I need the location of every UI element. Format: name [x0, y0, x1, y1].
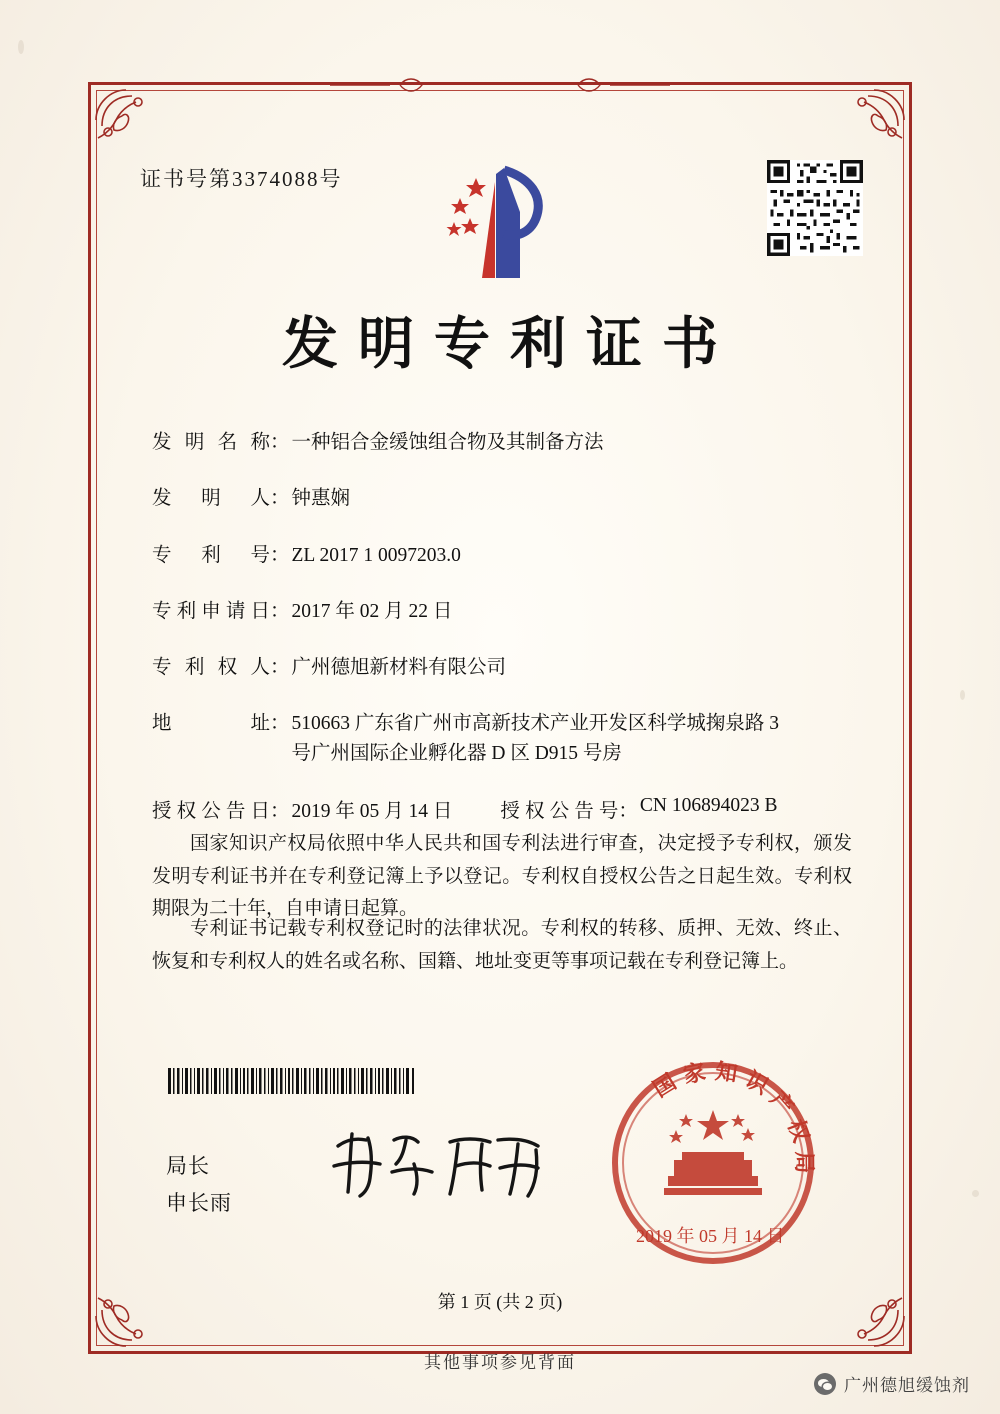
barcode-icon	[168, 1068, 418, 1094]
certificate-number: 证书号第3374088号	[140, 167, 343, 191]
field-colon: ：	[618, 800, 638, 822]
publication-number-value: CN 106894023 B	[639, 794, 778, 816]
field-row-patent-number	[152, 541, 852, 570]
director-title-label: 局长	[166, 1154, 210, 1178]
field-label: 专 利 权 人	[152, 657, 270, 678]
field-label: 发 明 人	[152, 488, 270, 510]
scan-artifact	[18, 40, 24, 54]
seal-date: 2019 年 05 月 14 日	[636, 1226, 785, 1246]
wechat-account-label: 广州德旭缓蚀剂	[844, 1376, 970, 1395]
footnote-text: 其他事项参见背面	[424, 1353, 576, 1372]
fields-block	[152, 428, 852, 845]
scan-artifact	[960, 690, 965, 700]
page-number: 第 1 页 (共 2 页)	[437, 1292, 563, 1312]
top-ornament-icon	[330, 78, 670, 92]
page-title: 发明专利证书	[282, 311, 738, 377]
svg-text:国 家 知 识 产 权 局: 国 家 知 识 产 权 局	[648, 1058, 818, 1174]
paragraph-text: 专利证书记载专利权登记时的法律状况。专利权的转移、质押、无效、终止、恢复和专利权人的姓名或名称、国籍、地址变更等事项记载在专利登记簿上。	[152, 918, 852, 972]
field-colon: ：	[270, 432, 290, 453]
field-value: 2017 年 02 月 22 日	[291, 600, 453, 622]
field-row-publication	[152, 795, 852, 823]
wechat-watermark	[814, 1371, 970, 1396]
field-value	[292, 709, 852, 768]
field-colon: ：	[270, 657, 290, 678]
field-label: 发 明 名 称	[152, 432, 270, 453]
field-label: 专 利 号	[152, 544, 270, 566]
address-line-1: 510663 广东省广州市高新技术产业开发区科学城掬泉路 3	[291, 713, 780, 735]
field-colon: ：	[270, 600, 290, 622]
field-label: 地 址	[152, 713, 270, 735]
paragraph-text: 国家知识产权局依照中华人民共和国专利法进行审查，决定授予专利权，颁发发明专利证书并在专利登记簿上予以登记。专利权自授权公告之日起生效。专利权期限为二十年，自申请日起算。	[152, 833, 852, 920]
wechat-icon	[814, 1373, 836, 1395]
publication-date-label: 授 权 公 告 日	[152, 800, 270, 822]
field-colon: ：	[270, 544, 290, 566]
field-colon: ：	[270, 800, 290, 822]
field-row-address	[152, 709, 852, 768]
handwritten-signature-icon	[322, 1120, 552, 1210]
field-colon: ：	[270, 713, 290, 735]
field-row-invention-name	[152, 428, 852, 457]
patent-office-logo-icon	[432, 160, 572, 285]
field-colon: ：	[270, 488, 290, 510]
field-row-patentee	[152, 653, 852, 682]
field-value: 一种铝合金缓蚀组合物及其制备方法	[291, 432, 604, 453]
qr-code-icon	[767, 160, 863, 256]
field-row-inventor	[152, 484, 852, 513]
field-label: 专 利 申 请 日	[152, 600, 270, 622]
publication-date-value: 2019 年 05 月 14 日	[291, 800, 453, 822]
scan-artifact	[972, 1190, 979, 1197]
signature-labels	[166, 1148, 232, 1222]
paragraph-legal-grant	[152, 828, 852, 926]
field-value: 钟惠娴	[291, 488, 351, 510]
field-value: 广州德旭新材料有限公司	[291, 657, 507, 678]
field-value: ZL 2017 1 0097203.0	[291, 544, 461, 566]
field-row-application-date	[152, 597, 852, 626]
paragraph-legal-status	[152, 913, 852, 978]
publication-number-label: 授 权 公 告 号	[500, 800, 619, 822]
director-name-label: 申长雨	[166, 1190, 232, 1215]
address-line-2: 号广州国际企业孵化器 D 区 D915 号房	[291, 742, 622, 764]
